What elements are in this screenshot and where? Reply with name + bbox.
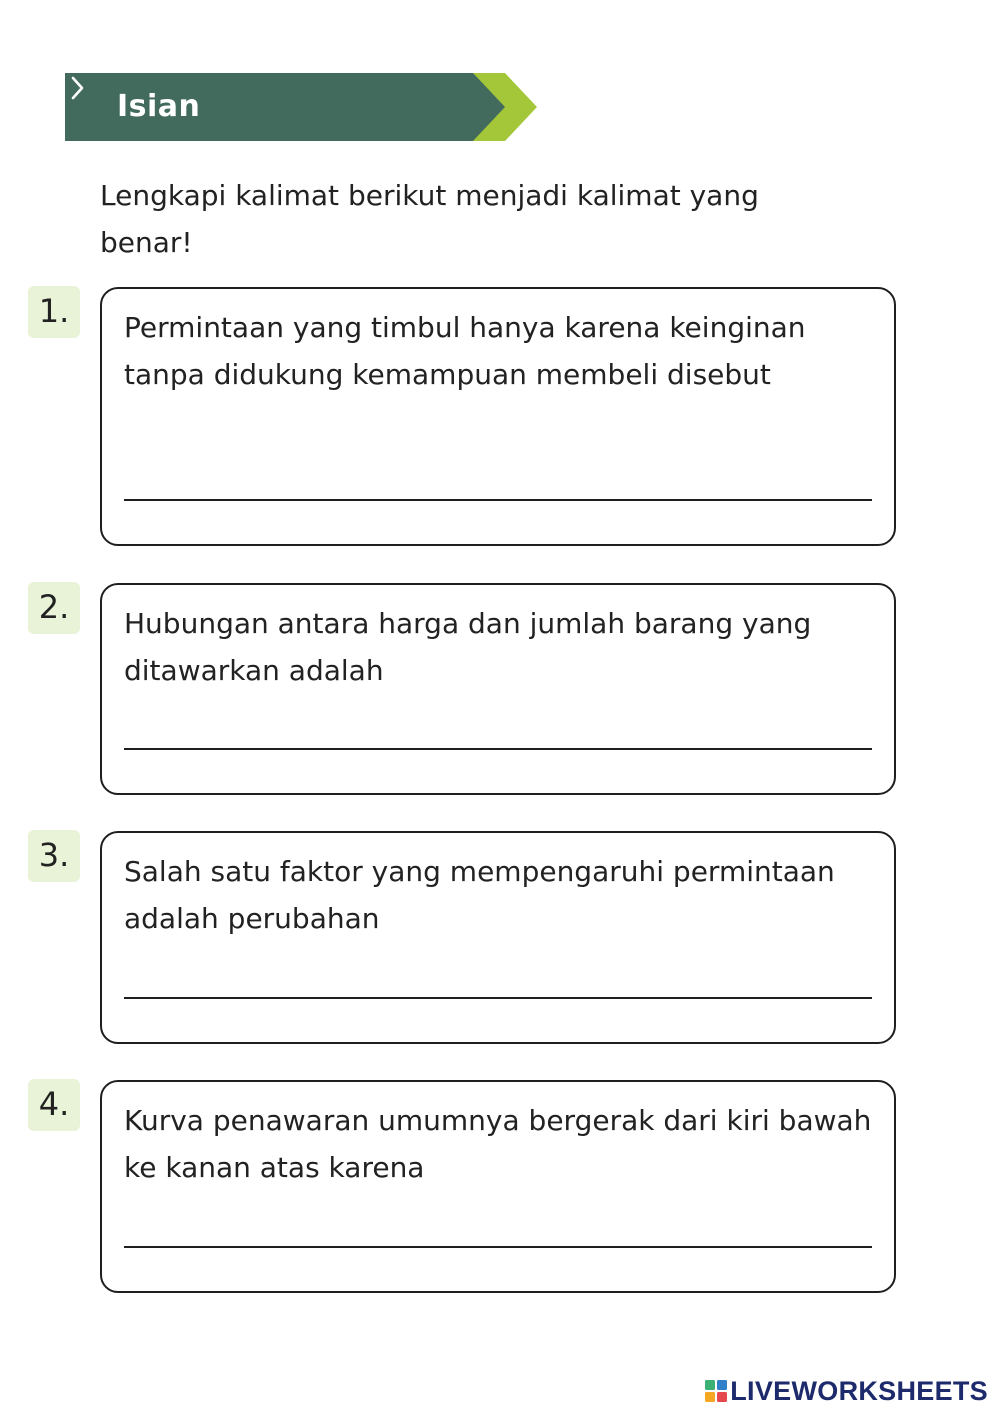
question-text-4: Kurva penawaran umumnya bergerak dari kiri bawah ke kanan atas karena: [124, 1104, 872, 1184]
question-text-3: Salah satu faktor yang mempengaruhi permintaan adalah perubahan: [124, 855, 835, 935]
question-box-1: [100, 287, 896, 546]
question-box-3: [100, 831, 896, 1044]
instruction-text: Lengkapi kalimat berikut menjadi kalimat yang benar!: [100, 179, 759, 259]
brand-name: LIVEWORKSHEETS: [730, 1375, 988, 1406]
question-number-1: 1.: [28, 286, 80, 338]
question-text-1: Permintaan yang timbul hanya karena keinginan tanpa didukung kemampuan membeli disebut: [124, 311, 806, 391]
chevron-right-icon: [65, 73, 89, 103]
liveworksheets-logo-icon: [704, 1379, 728, 1403]
section-title: Isian: [117, 89, 201, 124]
question-box-4: [100, 1080, 896, 1293]
section-banner: [65, 73, 537, 141]
question-text-2: Hubungan antara harga dan jumlah barang yang ditawarkan adalah: [124, 607, 812, 687]
answer-line-2[interactable]: [124, 748, 872, 750]
answer-line-1[interactable]: [124, 499, 872, 501]
answer-line-4[interactable]: [124, 1246, 872, 1248]
question-number-2: 2.: [28, 582, 80, 634]
brand-watermark: [704, 1376, 988, 1406]
answer-line-3[interactable]: [124, 997, 872, 999]
question-box-2: [100, 583, 896, 795]
question-number-3: 3.: [28, 830, 80, 882]
question-number-4: 4.: [28, 1079, 80, 1131]
